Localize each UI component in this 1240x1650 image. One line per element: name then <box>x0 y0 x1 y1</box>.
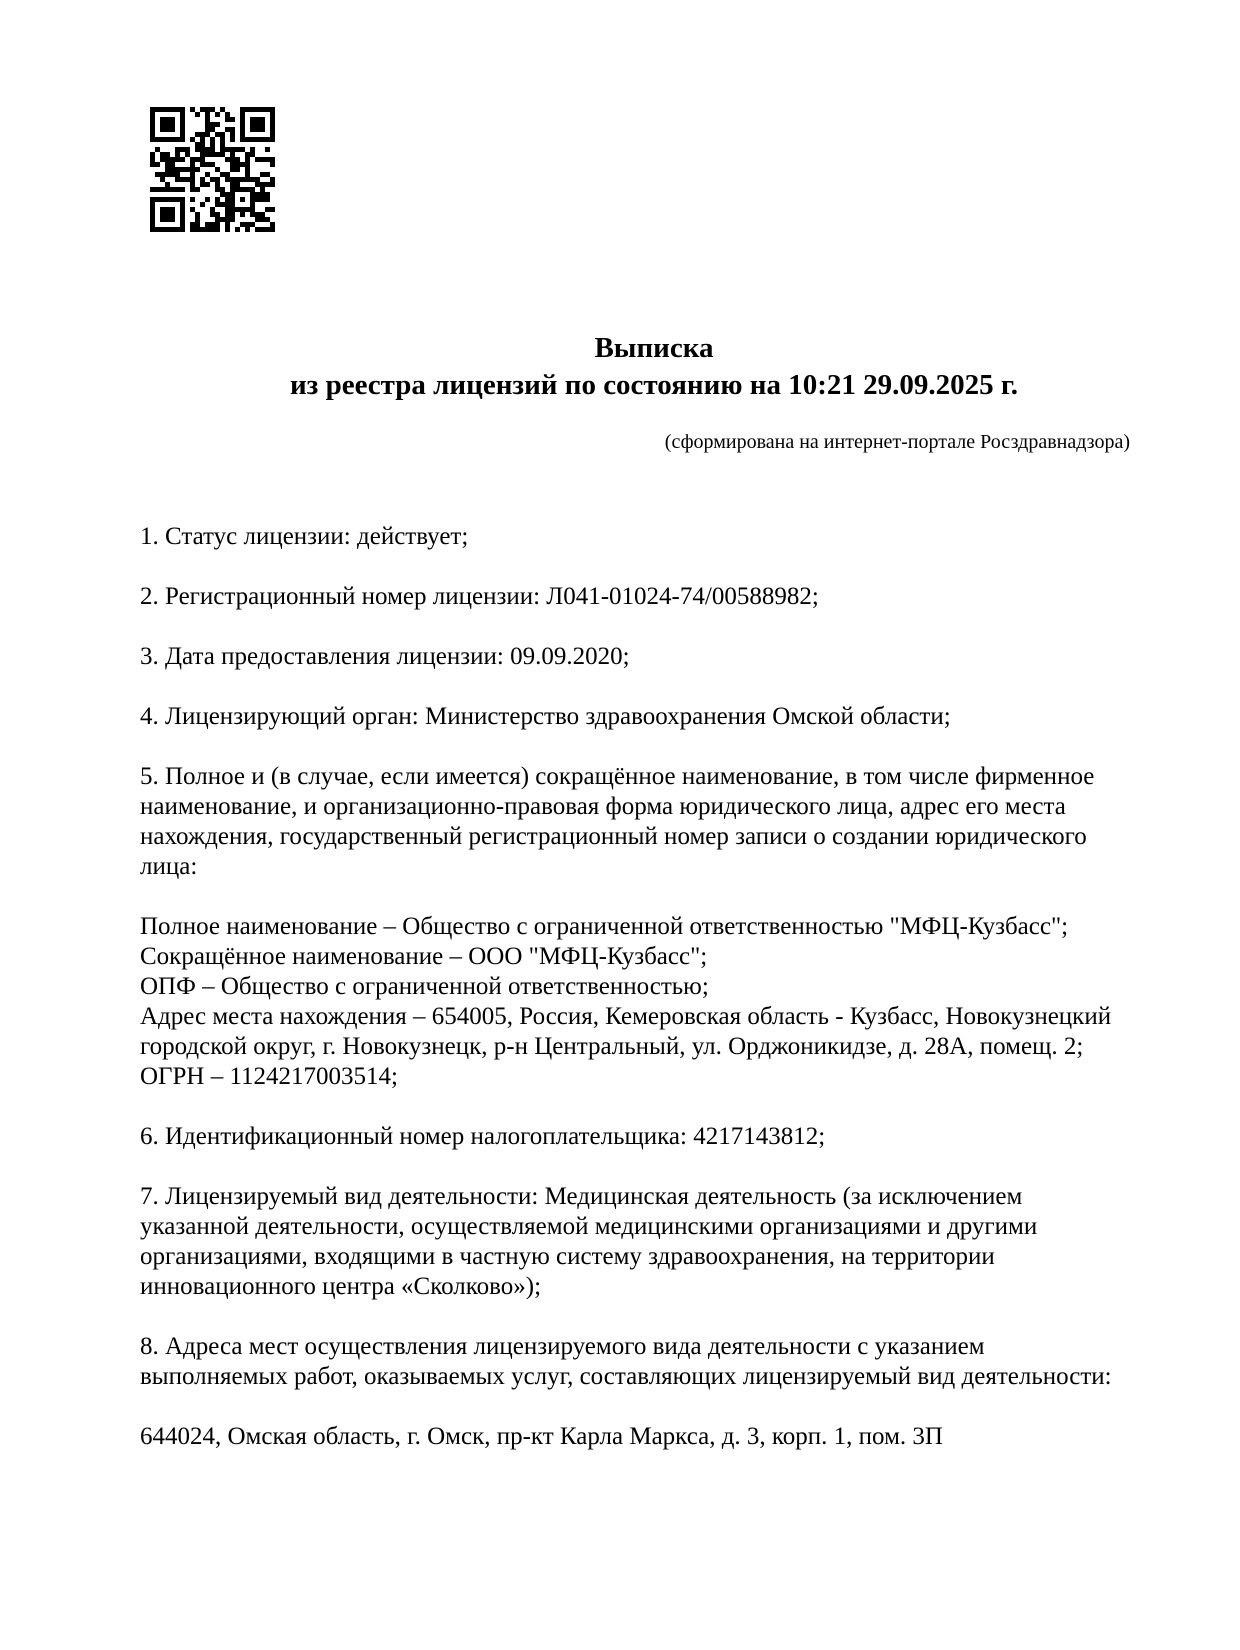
organization-intro-paragraph: 5. Полное и (в случае, если имеется) сокращённое наименование, в том числе фирменное наименование, и организационно-правовая форма юридического лица, адрес его места нахождения, государственный регистрационный номер записи о создании юридического лица: <box>140 763 1095 880</box>
registration-number-paragraph: 2. Регистрационный номер лицензии: Л041-01024-74/00588982; <box>140 583 819 610</box>
org-address-line: Адрес места нахождения – 654005, Россия, Кемеровская область - Кузбасс, Новокузнецкий городской округ, г. Новокузнецк, р-н Центральный, ул. Орджоникидзе, д. 28А, помещ. 2; <box>140 1003 1112 1060</box>
org-full-name-line: Полное наименование – Общество с ограниченной ответственностью "МФЦ-Кузбасс"; <box>140 913 1069 940</box>
org-short-name-line: Сокращённое наименование – ООО "МФЦ-Кузбасс"; <box>140 943 708 970</box>
qr-code-icon <box>150 107 275 232</box>
org-opf-line: ОПФ – Общество с ограниченной ответственностью; <box>140 973 709 1000</box>
licensing-authority-paragraph: 4. Лицензирующий орган: Министерство здравоохранения Омской области; <box>140 703 951 730</box>
document-body <box>140 522 1130 1452</box>
activity-addresses-intro-paragraph: 8. Адреса мест осуществления лицензируемого вида деятельности с указанием выполняемых работ, оказываемых услуг, составляющих лицензируемый вид деятельности: <box>140 1333 1112 1390</box>
document-title <box>178 330 1130 404</box>
activity-type-paragraph: 7. Лицензируемый вид деятельности: Медицинская деятельность (за исключением указанной деятельности, осуществляемой медицинскими организациями и другими организациями, входящими в частную систему здравоохранения, на территории инновационного центра «Сколково»); <box>140 1183 1038 1300</box>
license-status-paragraph: 1. Статус лицензии: действует; <box>140 523 469 550</box>
org-ogrn-line: ОГРН – 1124217003514; <box>140 1063 398 1090</box>
license-date-paragraph: 3. Дата предоставления лицензии: 09.09.2020; <box>140 643 630 670</box>
inn-paragraph: 6. Идентификационный номер налогоплательщика: 4217143812; <box>140 1123 826 1150</box>
organization-details-block <box>140 912 1130 1092</box>
activity-address-line: 644024, Омская область, г. Омск, пр-кт Карла Маркса, д. 3, корп. 1, пом. 3П <box>140 1423 943 1450</box>
title-line-1: Выписка <box>594 332 714 364</box>
generation-note: (сформирована на интернет-портале Росздравнадзора) <box>664 431 1130 453</box>
title-line-2: из реестра лицензий по состоянию на 10:21 29.09.2025 г. <box>289 369 1019 401</box>
